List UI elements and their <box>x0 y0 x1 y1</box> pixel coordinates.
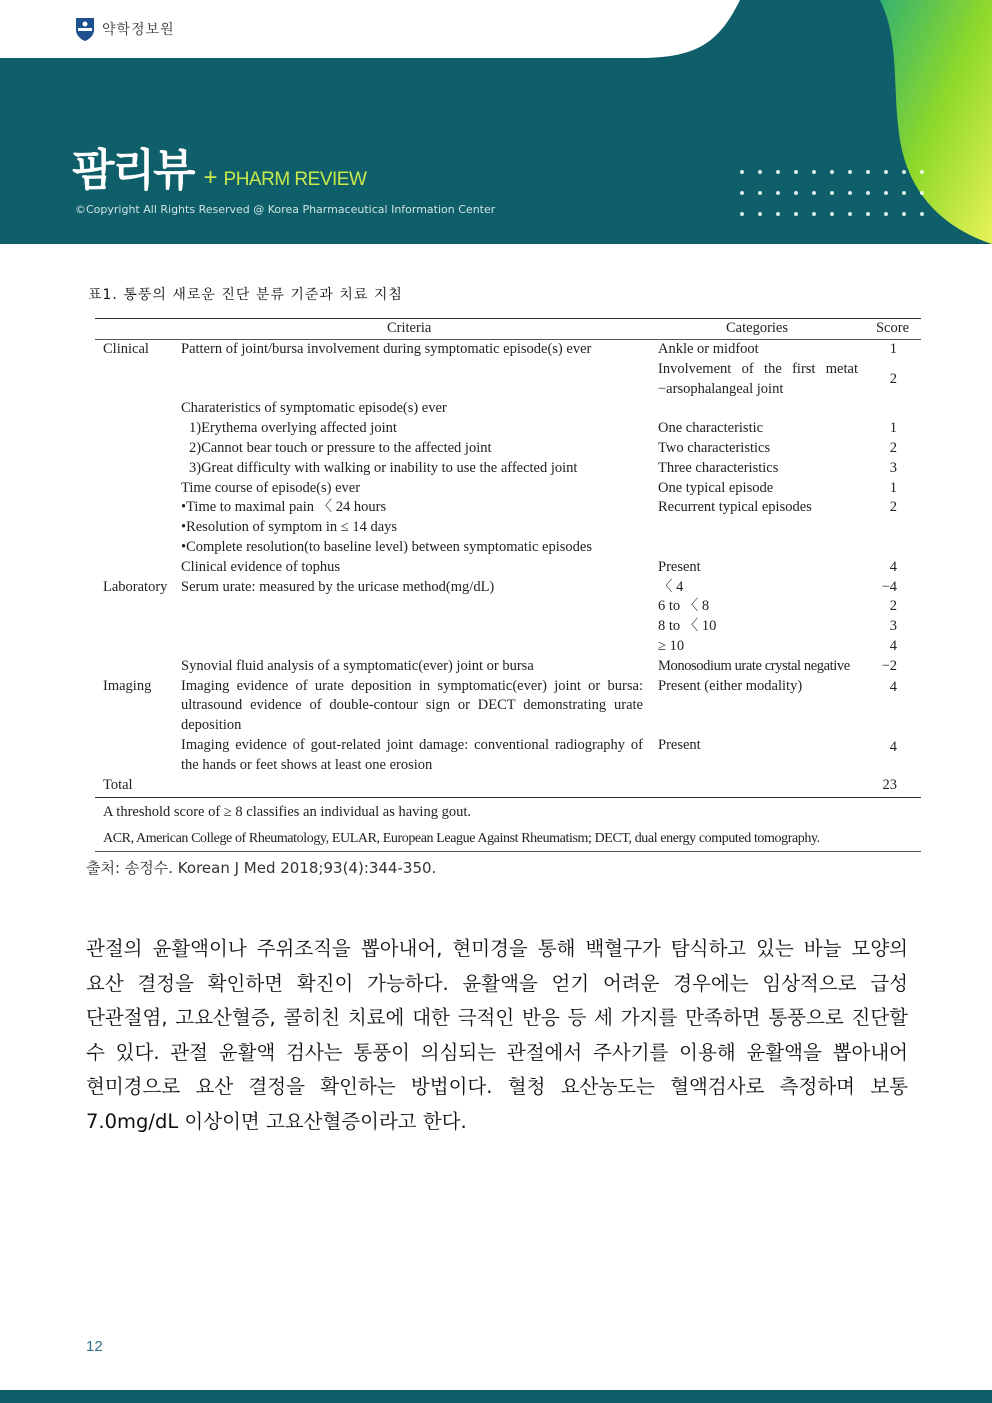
category-cell: Three characteristics <box>658 459 779 476</box>
category-cell: One typical episode <box>658 479 774 496</box>
table-footnote-threshold: A threshold score of ≥ 8 classifies an individual as having gout. <box>103 803 471 820</box>
table-row <box>95 657 921 677</box>
score-cell: 2 <box>889 439 897 456</box>
score-cell: −4 <box>881 578 897 595</box>
logo-text: 약학정보원 <box>102 22 175 38</box>
table-row <box>95 677 921 736</box>
category-cell: One characteristic <box>658 420 764 437</box>
criteria-cell: 2)Cannot bear touch or pressure to the affected joint <box>189 439 492 456</box>
copyright-notice: ©Copyright All Rights Reserved @ Korea Pharmaceutical Information Center <box>75 203 496 216</box>
table-footnote-abbreviations: ACR, American College of Rheumatology, EULAR, European League Against Rheumatism; DECT, dual energy computed tomography. <box>95 825 921 852</box>
table-row <box>95 360 921 400</box>
score-cell: 1 <box>889 341 897 357</box>
section-label: Clinical <box>103 341 149 357</box>
score-cell: −2 <box>881 657 897 674</box>
criteria-cell: Serum urate: measured by the uricase method(mg/dL) <box>181 578 495 595</box>
page-number: 12 <box>86 1338 103 1355</box>
category-cell: 6 to 〈 8 <box>658 598 710 615</box>
brand-plus: + <box>203 164 218 191</box>
table-row <box>95 479 921 499</box>
criteria-cell: Imaging evidence of gout-related joint damage: conventional radiography of the hands or feet shows at least one erosion <box>181 736 643 773</box>
table-row <box>95 578 921 598</box>
category-cell: Present <box>658 558 701 575</box>
logo <box>74 16 175 42</box>
score-cell: 1 <box>889 479 897 496</box>
category-cell: Monosodium urate crystal negative <box>658 657 850 674</box>
table-row <box>95 637 921 657</box>
criteria-cell: Synovial fluid analysis of a symptomatic(ever) joint or bursa <box>181 657 534 674</box>
score-cell: 2 <box>889 598 897 615</box>
score-cell: 4 <box>889 637 897 654</box>
criteria-cell: Imaging evidence of urate deposition in symptomatic(ever) joint or bursa: ultrasound evidence of double-contour sign or DECT demonstrating urate deposition <box>181 677 643 734</box>
score-cell: 4 <box>889 678 897 695</box>
category-cell: Recurrent typical episodes <box>658 499 812 516</box>
category-cell: Present <box>658 736 701 753</box>
table-row <box>95 736 921 776</box>
body-paragraph: 관절의 윤활액이나 주위조직을 뽑아내어, 현미경을 통해 백혈구가 탐식하고 있는 바늘 모양의 요산 결정을 확인하면 확진이 가능하다. 윤활액을 얻기 어려운 경우에는 임상적으로 급성 단관절염, 고요산혈증, 콜히친 치료에 대한 극적인 반응 등 세 가지를 만족하면 통풍으로 진단할 수 있다. 관절 윤활액 검사는 통풍이 의심되는 관절에서 주사기를 이용해 윤활액을 뽑아내어 현미경으로 요산 결정을 확인하는 방법이다. 혈청 요산농도는 혈액검사로 측정하며 보통 7.0mg/dL 이상이면 고요산혈증이라고 한다. <box>86 937 908 1133</box>
table-row <box>95 439 921 459</box>
category-cell: 8 to 〈 10 <box>658 618 717 635</box>
kpic-emblem-icon <box>74 16 96 42</box>
table-row <box>95 558 921 578</box>
category-cell: Ankle or midfoot <box>658 341 759 357</box>
criteria-cell: Charateristics of symptomatic episode(s) ever <box>181 400 447 417</box>
criteria-cell: 3)Great difficulty with walking or inability to use the affected joint <box>189 459 578 476</box>
header-score: Score <box>875 320 909 336</box>
table-row <box>95 399 921 419</box>
table-row <box>95 617 921 637</box>
brand-english: PHARM REVIEW <box>223 169 367 190</box>
bottom-bar <box>0 1390 992 1403</box>
table-row <box>95 538 921 558</box>
section-label: Laboratory <box>103 578 168 595</box>
section-label: Imaging <box>103 677 152 694</box>
score-cell: 2 <box>889 370 897 387</box>
criteria-cell: •Complete resolution(to baseline level) between symptomatic episodes <box>181 538 592 555</box>
total-score: 23 <box>882 776 897 793</box>
total-label: Total <box>103 776 133 793</box>
score-cell: 4 <box>889 738 897 755</box>
criteria-cell: •Resolution of symptom in ≤ 14 days <box>181 519 398 536</box>
category-cell: ≥ 10 <box>658 637 685 654</box>
criteria-cell: Time course of episode(s) ever <box>181 479 361 496</box>
header-criteria: Criteria <box>387 320 432 336</box>
table-row <box>95 419 921 439</box>
table-row <box>95 340 921 360</box>
category-cell: Involvement of the first metat −arsophalangeal joint <box>658 360 858 397</box>
table-row <box>95 498 921 518</box>
category-cell: 〈 4 <box>658 578 684 595</box>
brand-korean: 팜리뷰 <box>72 145 194 196</box>
table-row <box>95 459 921 479</box>
table-total-row <box>95 776 921 798</box>
criteria-cell: •Time to maximal pain 〈 24 hours <box>181 499 387 516</box>
table-source: 출처: 송정수. Korean J Med 2018;93(4):344-350. <box>86 859 437 877</box>
score-cell: 3 <box>889 618 897 635</box>
category-cell: Two characteristics <box>658 439 771 456</box>
criteria-cell: Clinical evidence of tophus <box>181 558 341 575</box>
score-cell: 3 <box>889 459 897 476</box>
score-cell: 1 <box>889 420 897 437</box>
brand-title <box>72 134 366 198</box>
header-categories: Categories <box>726 320 789 336</box>
table-row <box>95 518 921 538</box>
score-cell: 2 <box>889 499 897 516</box>
gout-criteria-table <box>95 318 921 852</box>
score-cell: 4 <box>889 558 897 575</box>
category-cell: Present (either modality) <box>658 677 803 694</box>
criteria-cell: Pattern of joint/bursa involvement during symptomatic episode(s) ever <box>181 341 592 357</box>
table-header-row <box>95 319 921 340</box>
table-caption: 표1. 통풍의 새로운 진단 분류 기준과 치료 지침 <box>88 287 403 303</box>
table-row <box>95 597 921 617</box>
criteria-cell: 1)Erythema overlying affected joint <box>189 420 397 437</box>
